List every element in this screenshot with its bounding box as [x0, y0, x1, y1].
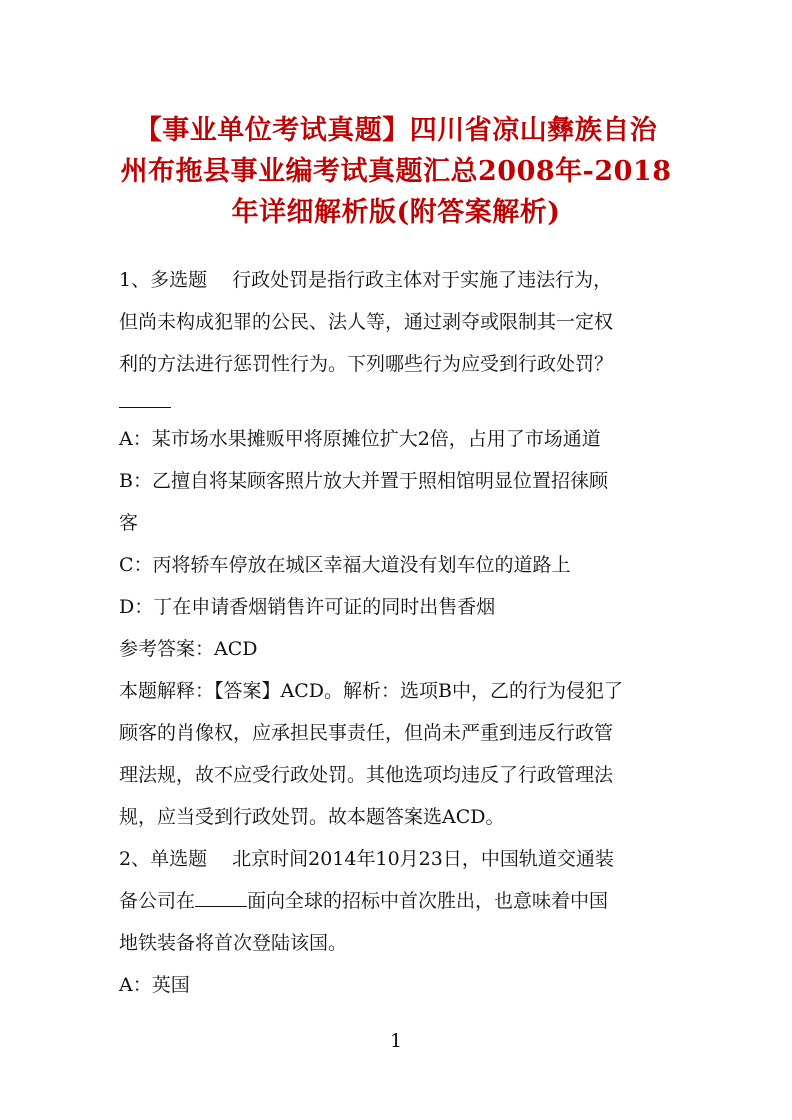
title-line-3: 年详细解析版(附答案解析): [231, 197, 561, 228]
question-1-explanation-line-2: 顾客的肖像权，应承担民事责任，但尚未严重到违反行政管: [119, 722, 614, 744]
question-1-answer: 参考答案：ACD: [119, 638, 258, 660]
title-line-1: 【事业单位考试真题】四川省凉山彝族自治: [134, 115, 658, 146]
question-1-stem-line-3: 利的方法进行惩罚性行为。下列哪些行为应受到行政处罚？: [119, 353, 614, 375]
question-1-explanation-line-4: 规，应当受到行政处罚。故本题答案选ACD。: [119, 806, 505, 828]
question-2-stem-line-3: 地铁装备将首次登陆该国。: [119, 932, 348, 954]
question-1-stem-line-1: 1、多选题 行政处罚是指行政主体对于实施了违法行为，: [119, 269, 613, 291]
question-2-stem-before-blank: 备公司在: [119, 890, 196, 912]
question-1-option-a: A：某市场水果摊贩甲将原摊位扩大2倍，占用了市场通道: [119, 428, 601, 450]
fill-in-blank: [195, 888, 247, 907]
question-1: [119, 267, 674, 831]
document-title: [110, 110, 682, 233]
document-body: [119, 267, 674, 1014]
question-2: [119, 846, 674, 999]
page-number: 1: [389, 1030, 403, 1052]
answer-blank: [119, 393, 171, 408]
question-1-option-b-line-1: B：乙擅自将某顾客照片放大并置于照相馆明显位置招徕顾: [119, 470, 608, 492]
question-2-option-a: A：英国: [119, 974, 190, 996]
question-2-stem-after-blank: 面向全球的招标中首次胜出，也意味着中国: [247, 890, 609, 912]
question-1-stem-line-2: 但尚未构成犯罪的公民、法人等，通过剥夺或限制其一定权: [119, 311, 614, 333]
question-2-stem-line-1: 2、单选题 北京时间2014年10月23日，中国轨道交通装: [119, 848, 614, 870]
question-1-option-b-line-2: 客: [119, 512, 139, 534]
question-1-explanation-line-1: 本题解释：【答案】ACD。解析：选项B中，乙的行为侵犯了: [119, 680, 623, 702]
question-2-stem-line-2: [119, 888, 674, 915]
question-1-option-c: C：丙将轿车停放在城区幸福大道没有划车位的道路上: [119, 554, 571, 576]
title-line-2: 州布拖县事业编考试真题汇总2008年-2018: [120, 156, 672, 187]
question-1-explanation-line-3: 理法规，故不应受行政处罚。其他选项均违反了行政管理法: [119, 764, 614, 786]
question-1-option-d: D：丁在申请香烟销售许可证的同时出售香烟: [119, 596, 496, 618]
